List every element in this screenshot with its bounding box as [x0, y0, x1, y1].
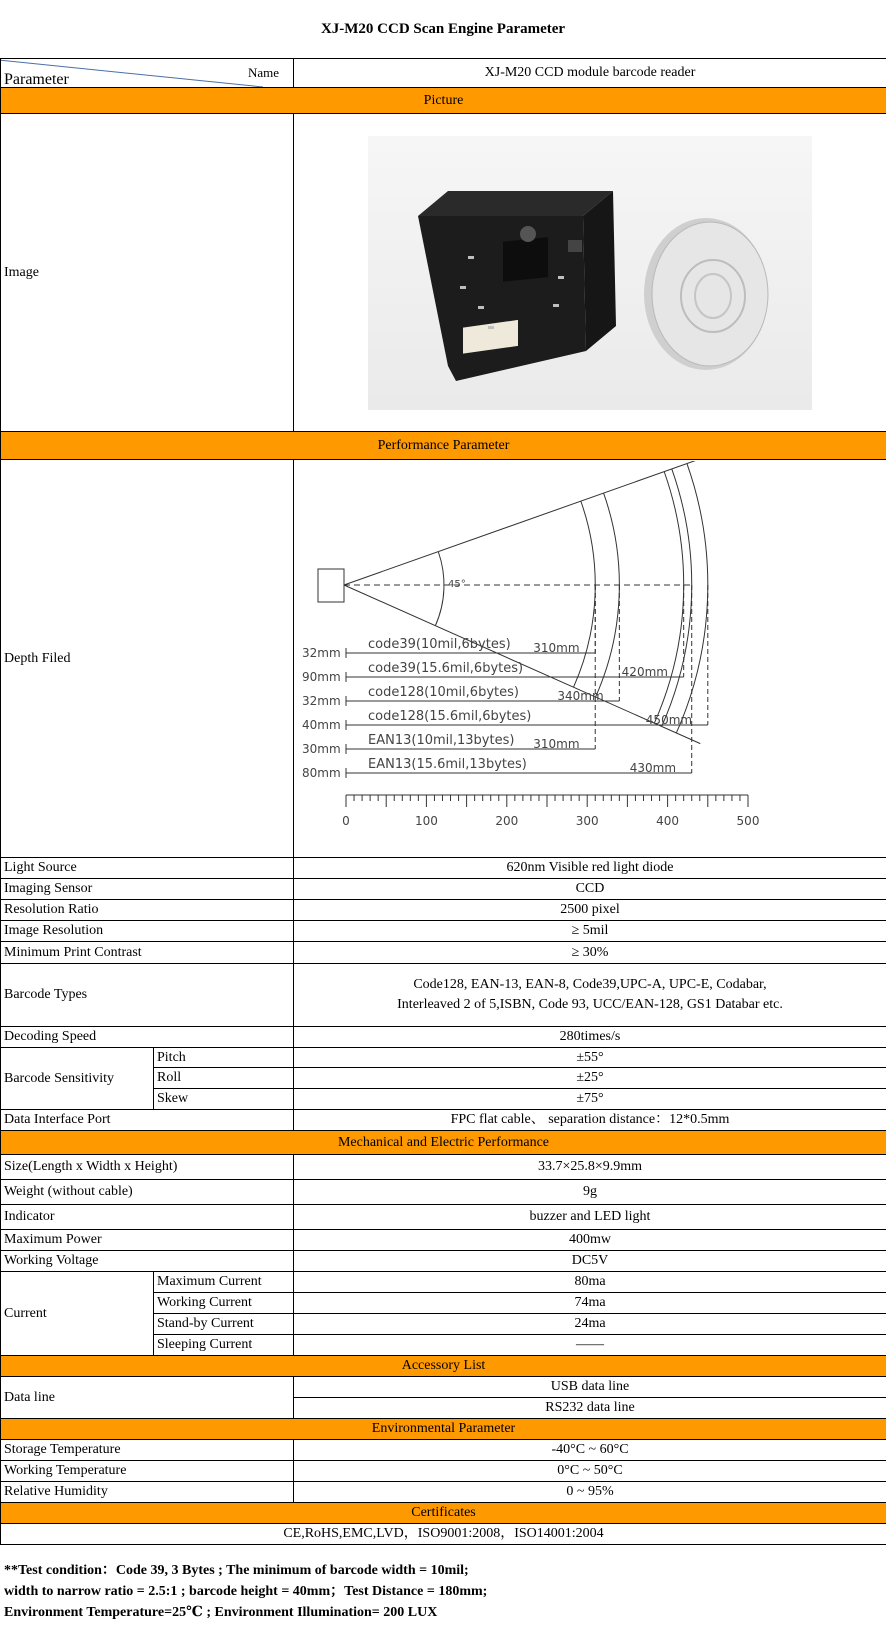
row-label: Weight (without cable) [1, 1180, 294, 1205]
scan-engine-picture [368, 136, 812, 410]
row-working-temp [1, 1461, 886, 1482]
row-label: Minimum Print Contrast [1, 942, 294, 964]
row-usb-line [1, 1377, 886, 1398]
row-label: Current [1, 1272, 154, 1356]
row-voltage [1, 1251, 886, 1272]
row-size [1, 1155, 886, 1180]
max-distance-label: 450mm [645, 712, 693, 727]
row-label: Resolution Ratio [1, 900, 294, 921]
row-weight [1, 1180, 886, 1205]
row-value: ±75° [294, 1089, 886, 1110]
sub-label: Roll [154, 1068, 294, 1089]
row-decoding-speed [1, 1027, 886, 1048]
min-distance-label: 32mm [302, 645, 341, 660]
test-condition-note [4, 1560, 487, 1623]
sub-label: Skew [154, 1089, 294, 1110]
angle-arc [435, 551, 444, 625]
row-value: 280times/s [294, 1027, 886, 1048]
section-mechanical [1, 1131, 886, 1155]
depth-label: Depth Filed [1, 460, 294, 858]
row-storage-temp [1, 1440, 886, 1461]
row-pitch [1, 1048, 886, 1068]
row-value: RS232 data line [294, 1398, 886, 1419]
angle-label: 45° [448, 578, 466, 590]
sub-label: Working Current [154, 1293, 294, 1314]
row-value: buzzer and LED light [294, 1205, 886, 1230]
product-photo [368, 136, 812, 410]
row-value: ±25° [294, 1068, 886, 1089]
fov-upper-line [344, 461, 712, 585]
x-tick-label: 500 [736, 813, 760, 828]
parameter-label: Parameter [4, 71, 69, 88]
row-humidity [1, 1482, 886, 1503]
row-value: DC5V [294, 1251, 886, 1272]
min-distance-label: 80mm [302, 765, 341, 780]
depth-row [1, 460, 886, 858]
row-value: —— [294, 1335, 886, 1356]
spec-table [0, 58, 886, 1545]
section-title: Mechanical and Electric Performance [1, 1131, 886, 1155]
max-distance-label: 430mm [629, 760, 677, 775]
min-distance-label: 32mm [302, 693, 341, 708]
row-barcode-types [1, 964, 886, 1027]
header-row [1, 59, 886, 88]
min-distance-label: 90mm [302, 669, 341, 684]
sub-label: Maximum Current [154, 1272, 294, 1293]
x-tick-label: 400 [656, 813, 680, 828]
row-label: Imaging Sensor [1, 879, 294, 900]
sub-label: Stand-by Current [154, 1314, 294, 1335]
barcode-types-line: Interleaved 2 of 5,ISBN, Code 93, UCC/EAN-128, GS1 Databar etc. [397, 997, 783, 1012]
row-certificates [1, 1524, 886, 1545]
section-picture [1, 88, 886, 114]
row-label: Storage Temperature [1, 1440, 294, 1461]
row-value: -40°C ~ 60°C [294, 1440, 886, 1461]
range-arc [596, 493, 620, 697]
certificates-value: CE,RoHS,EMC,LVD，ISO9001:2008，ISO14001:2004 [1, 1524, 886, 1545]
row-light-source [1, 858, 886, 879]
row-value: 74ma [294, 1293, 886, 1314]
range-arc [574, 501, 596, 687]
row-label: Size(Length x Width x Height) [1, 1155, 294, 1180]
row-value: FPC flat cable、 separation distance：12*0.5mm [294, 1110, 886, 1131]
section-title: Environmental Parameter [1, 1419, 886, 1440]
row-value: ±55° [294, 1048, 886, 1068]
row-value: CCD [294, 879, 886, 900]
range-arc [654, 471, 683, 723]
row-label: Decoding Speed [1, 1027, 294, 1048]
depth-of-field-chart [294, 461, 884, 857]
sub-label: Pitch [154, 1048, 294, 1068]
row-label: Working Voltage [1, 1251, 294, 1272]
row-resolution-ratio [1, 900, 886, 921]
row-max-power [1, 1230, 886, 1251]
row-label: Maximum Power [1, 1230, 294, 1251]
x-tick-label: 200 [495, 813, 519, 828]
range-arc [662, 468, 692, 726]
row-imaging-sensor [1, 879, 886, 900]
section-accessory [1, 1356, 886, 1377]
row-value [294, 964, 886, 1027]
row-max-current [1, 1272, 886, 1293]
section-title: Accessory List [1, 1356, 886, 1377]
series-name-label: code39(10mil,6bytes) [368, 636, 511, 652]
section-title: Certificates [1, 1503, 886, 1524]
max-distance-label: 310mm [533, 736, 580, 751]
section-certificates [1, 1503, 886, 1524]
x-tick-label: 0 [342, 813, 350, 828]
model-name: XJ-M20 CCD module barcode reader [294, 59, 886, 88]
row-value: 80ma [294, 1272, 886, 1293]
series-name-label: EAN13(10mil,13bytes) [368, 732, 515, 748]
row-interface [1, 1110, 886, 1131]
row-value: 0°C ~ 50°C [294, 1461, 886, 1482]
x-tick-label: 100 [414, 813, 438, 828]
row-label: Light Source [1, 858, 294, 879]
barcode-types-line: Code128, EAN-13, EAN-8, Code39,UPC-A, UPC-E, Codabar, [413, 977, 767, 992]
row-value: USB data line [294, 1377, 886, 1398]
image-label: Image [1, 114, 294, 432]
max-distance-label: 340mm [557, 688, 604, 703]
image-row [1, 114, 886, 432]
page-title: XJ-M20 CCD Scan Engine Parameter [0, 0, 886, 59]
scanner-box [318, 569, 344, 602]
note-line: width to narrow ratio = 2.5:1 ; barcode height = 40mm；Test Distance = 180mm; [4, 1584, 488, 1599]
row-print-contrast [1, 942, 886, 964]
series-name-label: EAN13(15.6mil,13bytes) [368, 756, 527, 772]
row-label: Barcode Types [1, 964, 294, 1027]
series-name-label: code128(10mil,6bytes) [368, 684, 519, 700]
series-name-label: code39(15.6mil,6bytes) [368, 660, 524, 676]
row-image-resolution [1, 921, 886, 942]
row-value: 33.7×25.8×9.9mm [294, 1155, 886, 1180]
row-label: Relative Humidity [1, 1482, 294, 1503]
max-distance-label: 310mm [533, 640, 580, 655]
row-value: 400mw [294, 1230, 886, 1251]
section-performance [1, 432, 886, 460]
max-distance-label: 420mm [621, 664, 668, 679]
row-value: ≥ 30% [294, 942, 886, 964]
row-value: 9g [294, 1180, 886, 1205]
row-value: 0 ~ 95% [294, 1482, 886, 1503]
note-line: Environment Temperature=25℃ ; Environment Illumination= 200 LUX [4, 1605, 438, 1620]
min-distance-label: 30mm [302, 741, 341, 756]
row-label: Barcode Sensitivity [1, 1048, 154, 1110]
row-label: Image Resolution [1, 921, 294, 942]
row-value: 24ma [294, 1314, 886, 1335]
section-title: Performance Parameter [1, 432, 886, 460]
row-value: 2500 pixel [294, 900, 886, 921]
row-value: 620nm Visible red light diode [294, 858, 886, 879]
min-distance-label: 40mm [302, 717, 341, 732]
row-value: ≥ 5mil [294, 921, 886, 942]
sub-label: Sleeping Current [154, 1335, 294, 1356]
section-environmental [1, 1419, 886, 1440]
series-name-label: code128(15.6mil,6bytes) [368, 708, 532, 724]
row-label: Indicator [1, 1205, 294, 1230]
row-label: Data Interface Port [1, 1110, 294, 1131]
product-photo-cell [294, 114, 886, 432]
x-tick-label: 300 [575, 813, 599, 828]
diagonal-header-cell [1, 59, 294, 88]
depth-of-field-chart-cell [294, 460, 886, 858]
row-label: Working Temperature [1, 1461, 294, 1482]
row-indicator [1, 1205, 886, 1230]
section-title: Picture [1, 88, 886, 114]
note-line: **Test condition：Code 39, 3 Bytes ; The minimum of barcode width = 10mil; [4, 1563, 469, 1578]
row-label: Data line [1, 1377, 294, 1419]
name-label: Name [247, 65, 279, 80]
